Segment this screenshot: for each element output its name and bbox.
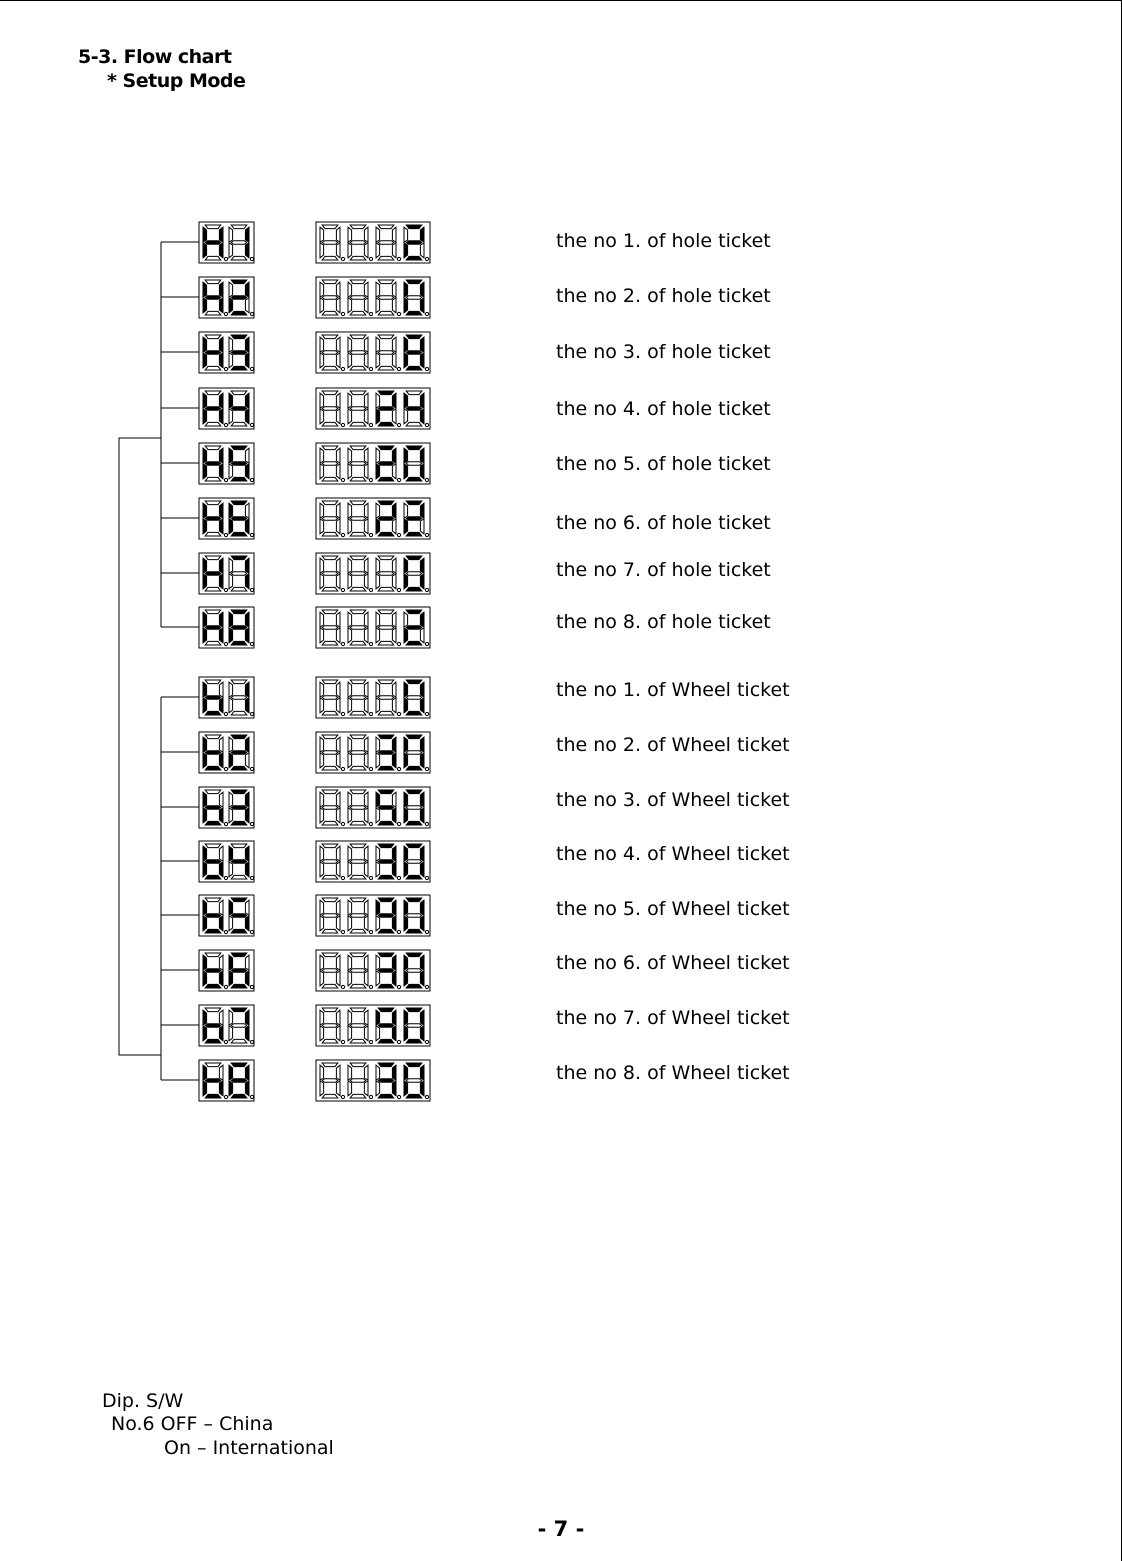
hole_group-value-display-H3 <box>316 332 430 373</box>
hole_group-code-display-H8 <box>199 607 254 648</box>
ticket-description: the no 8. of Wheel ticket <box>556 1062 790 1084</box>
wheel_group-value-display-b1 <box>316 677 430 718</box>
wheel_group-value-display-b6 <box>316 950 430 991</box>
hole_group-code-display-H4 <box>199 388 254 429</box>
hole_group-code-display-H1 <box>199 222 254 263</box>
wheel_group-value-display-b4 <box>316 841 430 882</box>
ticket-description: the no 7. of Wheel ticket <box>556 1007 790 1029</box>
hole_group-branch-lines <box>161 242 199 627</box>
dip-switch-on-line: On – International <box>164 1437 334 1459</box>
ticket-description: the no 2. of hole ticket <box>556 285 771 307</box>
wheel_group-code-display-b3 <box>199 787 254 828</box>
ticket-description: the no 4. of hole ticket <box>556 398 771 420</box>
ticket-description: the no 4. of Wheel ticket <box>556 843 790 865</box>
ticket-description: the no 5. of Wheel ticket <box>556 898 790 920</box>
hole_group-value-display-H8 <box>316 607 430 648</box>
wheel_group-code-display-b8 <box>199 1060 254 1101</box>
hole_group-value-display-H5 <box>316 443 430 484</box>
hole_group-code-display-H7 <box>199 553 254 594</box>
wheel_group-value-display-b7 <box>316 1005 430 1046</box>
hole_group-value-display-H7 <box>316 553 430 594</box>
wheel_group-code-display-b2 <box>199 732 254 773</box>
wheel_group-code-display-b6 <box>199 950 254 991</box>
hole_group-code-display-H3 <box>199 332 254 373</box>
ticket-description: the no 7. of hole ticket <box>556 559 771 581</box>
dip-switch-off-line: No.6 OFF – China <box>111 1413 274 1435</box>
mode-subtitle: * Setup Mode <box>107 70 246 92</box>
page-number: - 7 - <box>537 1517 585 1541</box>
wheel_group-value-display-b2 <box>316 732 430 773</box>
wheel_group-code-display-b5 <box>199 895 254 936</box>
wheel_group-branch-lines <box>161 697 199 1080</box>
ticket-description: the no 2. of Wheel ticket <box>556 734 790 756</box>
wheel_group-code-display-b7 <box>199 1005 254 1046</box>
ticket-description: the no 6. of Wheel ticket <box>556 952 790 974</box>
hole_group-code-display-H5 <box>199 443 254 484</box>
hole_group-value-display-H6 <box>316 498 430 539</box>
section-title: 5-3. Flow chart <box>78 46 232 68</box>
ticket-description: the no 5. of hole ticket <box>556 453 771 475</box>
wheel_group-code-display-b1 <box>199 677 254 718</box>
ticket-description: the no 3. of hole ticket <box>556 341 771 363</box>
hole_group-code-display-H6 <box>199 498 254 539</box>
ticket-description: the no 1. of Wheel ticket <box>556 679 790 701</box>
wheel_group-code-display-b4 <box>199 841 254 882</box>
hole_group-code-display-H2 <box>199 277 254 318</box>
wheel_group-value-display-b3 <box>316 787 430 828</box>
wheel_group-value-display-b5 <box>316 895 430 936</box>
ticket-description: the no 3. of Wheel ticket <box>556 789 790 811</box>
ticket-description: the no 8. of hole ticket <box>556 611 771 633</box>
ticket-description: the no 1. of hole ticket <box>556 230 771 252</box>
hole_group-value-display-H1 <box>316 222 430 263</box>
dip-switch-title: Dip. S/W <box>102 1390 184 1412</box>
group-loop-connector <box>119 438 161 1055</box>
wheel_group-value-display-b8 <box>316 1060 430 1101</box>
ticket-description: the no 6. of hole ticket <box>556 512 771 534</box>
hole_group-value-display-H2 <box>316 277 430 318</box>
hole_group-value-display-H4 <box>316 388 430 429</box>
